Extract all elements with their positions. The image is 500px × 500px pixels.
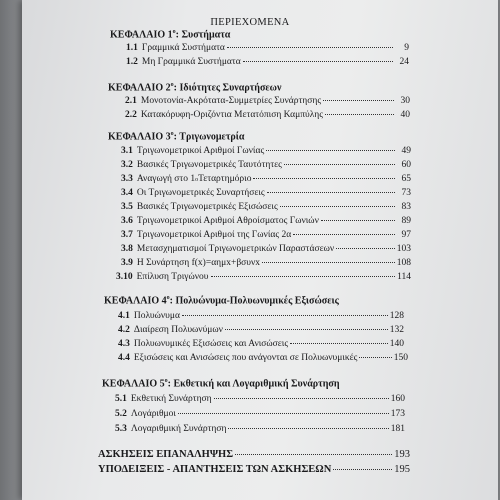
toc-entry[interactable]: 2.1 Μονοτονία-Ακρότατα-Συμμετρίες Συνάρτησης 30 (125, 96, 410, 106)
chapter-5-heading: ΚΕΦΑΛΑΙΟ $5^o$: Εκθετική και Λογαριθμική Συνάρτηση (102, 378, 340, 390)
toc-entry[interactable]: 1.1 Γραμμικά Συστήματα 9 (126, 43, 409, 53)
toc-entry[interactable]: 3.7 Τριγωνομετρικοί Αριθμοί της Γωνίας 2α 97 (121, 230, 411, 240)
chapter-2-heading: ΚΕΦΑΛΑΙΟ $2^o$: Ιδιότητες Συναρτήσεων (108, 82, 282, 94)
hints-answers-entry[interactable]: ΥΠΟΔΕΙΞΕΙΣ - ΑΠΑΝΤΗΣΕΙΣ ΤΩΝ ΑΣΚΗΣΕΩΝ 195 (98, 464, 410, 475)
toc-entry[interactable]: 1.2 Μη Γραμμικά Συστήματα 24 (126, 57, 409, 67)
chapter-1-heading: ΚΕΦΑΛΑΙΟ $1^o$: Συστήματα (110, 29, 231, 41)
toc-entry[interactable]: 4.3 Πολυωνυμικές Εξισώσεις και Ανισώσεις 140 (118, 339, 404, 349)
toc-entry[interactable]: 3.4 Οι Τριγωνομετρικές Συναρτήσεις 73 (121, 188, 411, 198)
toc-entry[interactable]: 4.1 Πολυώνυμα 128 (118, 311, 404, 321)
chapter-4-heading: ΚΕΦΑΛΑΙΟ $4^o$: Πολυώνυμα-Πολυωνυμικές Εξισώσεις (104, 295, 339, 307)
toc-entry[interactable]: 3.10 Επίλυση Τριγώνου 114 (116, 272, 411, 282)
toc-entry[interactable]: 3.5 Βασικές Τριγωνομετρικές Εξισώσεις 83 (121, 202, 411, 212)
toc-entry[interactable]: 3.2 Βασικές Τριγωνομετρικές Ταυτότητες 60 (121, 160, 411, 170)
toc-entry[interactable]: 4.4 Εξισώσεις και Ανισώσεις που ανάγονται σε Πολυωνυμικές 150 (118, 353, 408, 363)
page-title: ΠΕΡΙΕΧΟΜΕΝΑ (210, 17, 290, 28)
toc-entry[interactable]: 3.1 Τριγωνομετρικοί Αριθμοί Γωνίας 49 (121, 146, 411, 156)
toc-entry[interactable]: 3.8 Μετασχηματισμοί Τριγωνομετρικών Παραστάσεων 103 (121, 244, 411, 254)
toc-entry[interactable]: 3.3 Αναγωγή στο 1 ο Τεταρτημόριο 65 (121, 174, 411, 184)
toc-entry[interactable]: 3.9 Η Συνάρτηση f(x)=αημx+βσυνx 108 (121, 258, 411, 268)
review-exercises-entry[interactable]: ΑΣΚΗΣΕΙΣ ΕΠΑΝΑΛΗΨΗΣ 193 (98, 449, 410, 460)
toc-entry[interactable]: 3.6 Τριγωνομετρικοί Αριθμοί Αθροίσματος Γωνιών 89 (121, 216, 411, 226)
toc-entry[interactable]: 5.1 Εκθετική Συνάρτηση 160 (115, 394, 405, 404)
chapter-3-heading: ΚΕΦΑΛΑΙΟ $3^o$: Τριγωνομετρία (108, 131, 245, 143)
toc-entry[interactable]: 4.2 Διαίρεση Πολυωνύμων 132 (118, 325, 404, 335)
toc-entry[interactable]: 2.2 Κατακόρυφη-Οριζόντια Μετατόπιση Καμπύλης 40 (125, 110, 410, 120)
book-spine-edge (0, 0, 22, 500)
toc-entry[interactable]: 5.2 Λογάριθμοι 173 (115, 409, 405, 419)
toc-entry[interactable]: 5.3 Λογαριθμική Συνάρτηση 181 (115, 424, 405, 434)
